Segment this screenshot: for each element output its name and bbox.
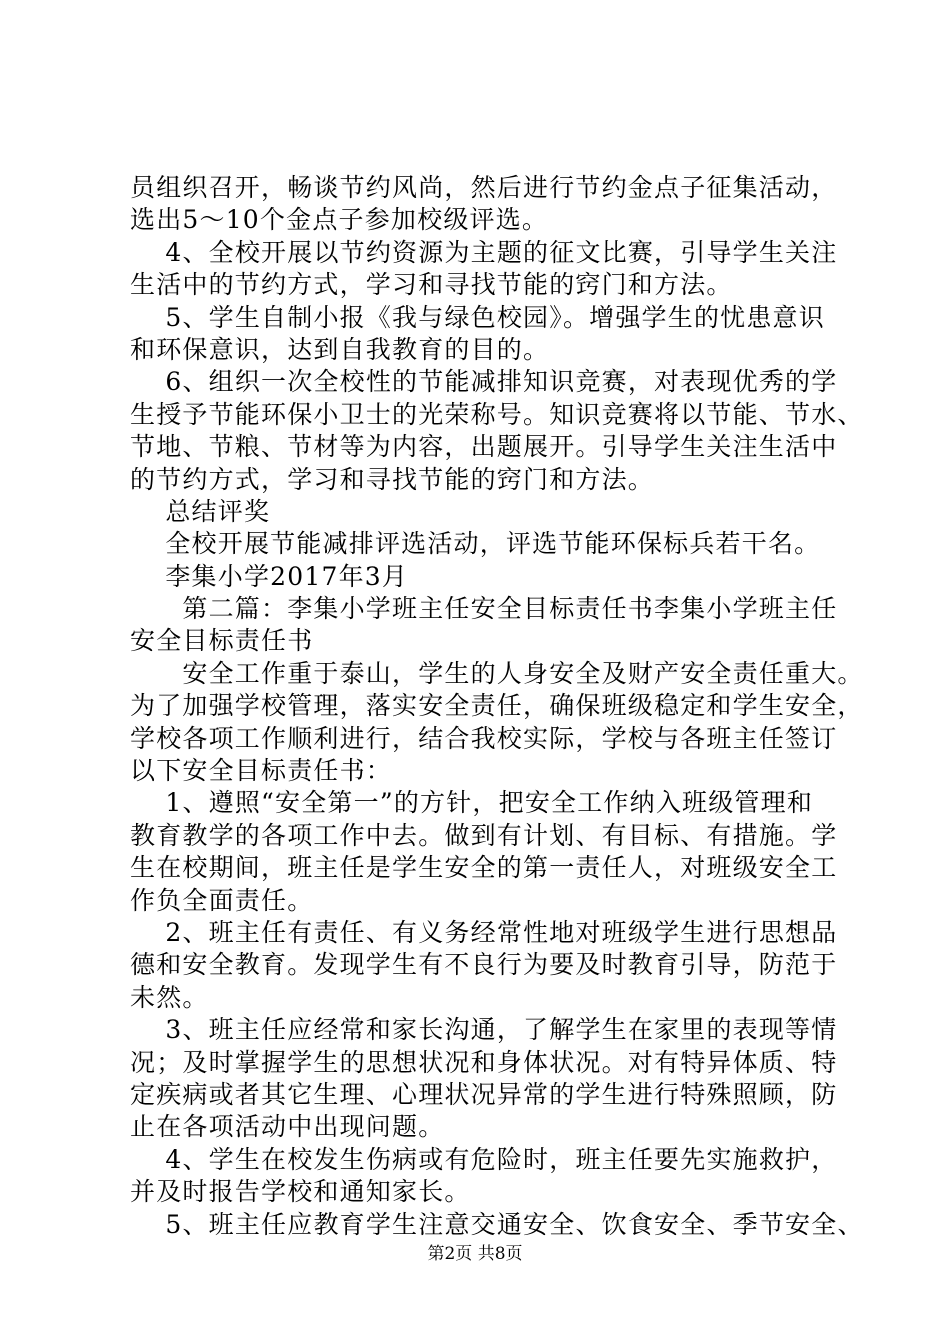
text-line: 为了加强学校管理，落实安全责任，确保班级稳定和学生安全， <box>130 691 864 721</box>
text-line: 教育教学的各项工作中去。做到有计划、有目标、有措施。学 <box>130 820 838 850</box>
text-line: 以下安全目标责任书： <box>130 756 393 786</box>
text-line: 况；及时掌握学生的思想状况和身体状况。对有特异体质、特 <box>130 1047 838 1077</box>
text-line: 安全目标责任书 <box>130 626 314 656</box>
text-line: 和环保意识，达到自我教育的目的。 <box>130 334 550 364</box>
text-line: 5、班主任应教育学生注意交通安全、饮食安全、季节安全、 <box>130 1209 864 1239</box>
text-line: 未然。 <box>130 982 209 1012</box>
text-line: 6、组织一次全校性的节能减排知识竞赛，对表现优秀的学 <box>130 367 838 397</box>
text-line: 并及时报告学校和通知家长。 <box>130 1177 471 1207</box>
text-line: 节地、节粮、节材等为内容，出题展开。引导学生关注生活中 <box>130 432 838 462</box>
text-line: 李集小学2017年3月 <box>130 561 409 591</box>
text-line: 第二篇：李集小学班主任安全目标责任书李集小学班主任 <box>130 594 838 624</box>
text-line: 止在各项活动中出现问题。 <box>130 1112 445 1142</box>
text-line: 4、学生在校发生伤病或有危险时，班主任要先实施救护， <box>130 1144 838 1174</box>
text-line: 1、遵照“安全第一”的方针，把安全工作纳入班级管理和 <box>130 788 814 818</box>
text-line: 的节约方式，学习和寻找节能的窍门和方法。 <box>130 464 655 494</box>
text-line: 选出5～10个金点子参加校级评选。 <box>130 205 549 235</box>
document-body <box>130 172 864 1241</box>
text-line: 定疾病或者其它生理、心理状况异常的学生进行特殊照顾，防 <box>130 1079 838 1109</box>
text-line: 安全工作重于泰山，学生的人身安全及财产安全责任重大。 <box>130 658 864 688</box>
text-line: 3、班主任应经常和家长沟通，了解学生在家里的表现等情 <box>130 1015 838 1045</box>
text-line: 德和安全教育。发现学生有不良行为要及时教育引导，防范于 <box>130 950 838 980</box>
text-line: 2、班主任有责任、有义务经常性地对班级学生进行思想品 <box>130 917 838 947</box>
text-line: 作负全面责任。 <box>130 885 314 915</box>
text-line: 员组织召开，畅谈节约风尚，然后进行节约金点子征集活动， <box>130 173 838 202</box>
text-line: 4、全校开展以节约资源为主题的征文比赛，引导学生关注 <box>130 237 838 267</box>
page-footer: 第2页 共8页 <box>427 1244 523 1264</box>
text-line: 全校开展节能减排评选活动，评选节能环保标兵若干名。 <box>130 529 821 559</box>
text-line: 生在校期间，班主任是学生安全的第一责任人，对班级安全工 <box>130 853 838 883</box>
text-line: 5、学生自制小报《我与绿色校园》。增强学生的忧患意识 <box>130 302 825 332</box>
text-line: 总结评奖 <box>130 496 271 526</box>
text-line: 学校各项工作顺利进行，结合我校实际，学校与各班主任签订 <box>130 723 838 753</box>
text-line: 生活中的节约方式，学习和寻找节能的窍门和方法。 <box>130 270 733 300</box>
text-line: 生授予节能环保小卫士的光荣称号。知识竞赛将以节能、节水、 <box>130 399 864 429</box>
